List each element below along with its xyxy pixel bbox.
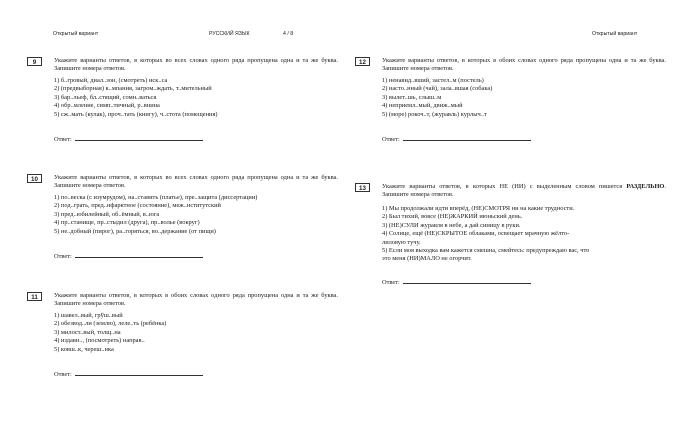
option-item: 3) бар..льеф, бл..стящий, сомн..ваться bbox=[54, 93, 157, 101]
prompt-text-before: Укажите варианты ответов, в которых НЕ (НИ) с выделенным словом пишется bbox=[382, 183, 627, 190]
option-item: 1) б..гровый, диал..зон, (смотреть) иск..са bbox=[54, 77, 168, 84]
option-item: 3) милост..вый, толщ..на bbox=[54, 328, 121, 336]
option-item: 4) издавн.., (посмотреть) направ.. bbox=[54, 337, 145, 345]
option-item: 2) (предвыборная) к..мпания, загром..ждать, т..мительный bbox=[54, 85, 212, 93]
answer-row bbox=[54, 135, 203, 143]
option-item: 3) вылет..шь, слыш..м bbox=[382, 93, 442, 101]
question-prompt: Укажите варианты ответов, в которых во всех словах одного ряда пропущена одна и та же буква. Запишите номера ответов. bbox=[54, 57, 338, 73]
option-item: 4) неприемл..мый, движ..мый bbox=[382, 102, 463, 110]
answer-row bbox=[54, 370, 203, 378]
option-item: 3) (НЕ)СУЛИ журавля в небе, а дай синицу в руки. bbox=[382, 221, 521, 229]
options-list bbox=[54, 194, 257, 236]
option-item: 2) насто..нный (чай), зала..вшая (собака) bbox=[382, 85, 493, 93]
option-item: 3) пред..юбилейный, об..ёмный, в..юга bbox=[54, 210, 160, 218]
answer-label: Ответ: bbox=[54, 253, 72, 260]
option-item: 1) по..веска (с изумрудом), на..ставить (платье), пре..защита (диссертации) bbox=[54, 194, 258, 201]
header-page-number: 4 / 8 bbox=[283, 31, 294, 37]
answer-row bbox=[382, 278, 531, 286]
options-list bbox=[54, 312, 166, 354]
option-item-continuation: лиловую тучу. bbox=[382, 238, 421, 246]
option-item: 2) под..грать, пред..нфарктное (состояние), меж..нститутский bbox=[54, 202, 221, 210]
question-prompt: Укажите варианты ответов, в которых во всех словах одного ряда пропущена одна и та же буква. Запишите номера ответов. bbox=[54, 174, 338, 190]
option-item: 1) шавел..вый, грўш..вый bbox=[54, 312, 123, 319]
question-prompt: Укажите варианты ответов, в которых в обоих словах одного ряда пропущена одна и та же буква. Запишите номера ответов. bbox=[54, 292, 338, 308]
option-item: 5) не..добный (пирог), ра..горяться, во..держание (от пищи) bbox=[54, 227, 216, 235]
option-item-continuation: это меня (НИ)МАЛО не огорчит. bbox=[382, 255, 472, 263]
option-item: 1) ненавид..вший, застел..м (постель) bbox=[382, 77, 484, 84]
answer-line[interactable] bbox=[75, 370, 203, 376]
options-list bbox=[54, 77, 218, 119]
option-item: 4) пр..станище, пр..стыдил (друга), пр..волье (вокруг) bbox=[54, 219, 200, 227]
answer-row bbox=[54, 252, 203, 260]
answer-label: Ответ: bbox=[54, 371, 72, 378]
option-item: 2) обезвод..ли (землю), леле..ть (ребёнка) bbox=[54, 320, 167, 328]
options-list bbox=[382, 205, 589, 264]
prompt-text-after: . Запишите номера ответов. bbox=[382, 183, 666, 199]
answer-line[interactable] bbox=[75, 252, 203, 258]
question-number-box: 9 bbox=[27, 57, 42, 66]
question-number-box: 11 bbox=[27, 292, 42, 301]
answer-line[interactable] bbox=[75, 135, 203, 141]
option-item: 4) Солнце, ещё (НЕ)СКРЫТОЕ облаками, освещает мрачную жёлто- bbox=[382, 230, 570, 238]
answer-line[interactable] bbox=[403, 278, 531, 284]
header-variant-left: Открытый вариант bbox=[53, 31, 99, 37]
question-prompt bbox=[382, 183, 666, 200]
answer-label: Ответ: bbox=[382, 279, 400, 286]
prompt-emphasis: РАЗДЕЛЬНО bbox=[626, 183, 665, 190]
question-number-box: 10 bbox=[27, 174, 42, 183]
answer-label: Ответ: bbox=[54, 136, 72, 143]
option-item: 5) (море) рокоч..т, (журавль) курлыч..т bbox=[382, 110, 487, 118]
answer-label: Ответ: bbox=[382, 136, 400, 143]
option-item: 5) Если моя выходка вам кажется смешна, смейтесь: предупреждаю вас, что bbox=[382, 247, 590, 255]
answer-line[interactable] bbox=[403, 135, 531, 141]
option-item: 5) ковш..к, череш..нка bbox=[54, 345, 114, 353]
answer-row bbox=[382, 135, 531, 143]
header-variant-right: Открытый вариант bbox=[592, 31, 638, 37]
question-number-box: 12 bbox=[355, 57, 370, 66]
question-prompt: Укажите варианты ответов, в которых в обоих словах одного ряда пропущена одна и та же буква. Запишите номера ответов. bbox=[382, 57, 666, 73]
option-item: 5) сж..мать (кулак), проч..тать (книгу), ч..стота (помещения) bbox=[54, 110, 218, 118]
option-item: 4) обр..мление, симп..тичный, р..внина bbox=[54, 102, 160, 110]
header-subject: РУССКИЙ ЯЗЫК bbox=[209, 31, 250, 37]
options-list bbox=[382, 77, 492, 119]
question-number-box: 13 bbox=[355, 183, 370, 192]
option-item: 1) Мы продолжали идти вперёд, (НЕ)СМОТРЯ ни на какие трудности. bbox=[382, 205, 575, 212]
option-item: 2) Был тихий, вовсе (НЕ)ЖАРКИЙ июньский день. bbox=[382, 213, 523, 221]
